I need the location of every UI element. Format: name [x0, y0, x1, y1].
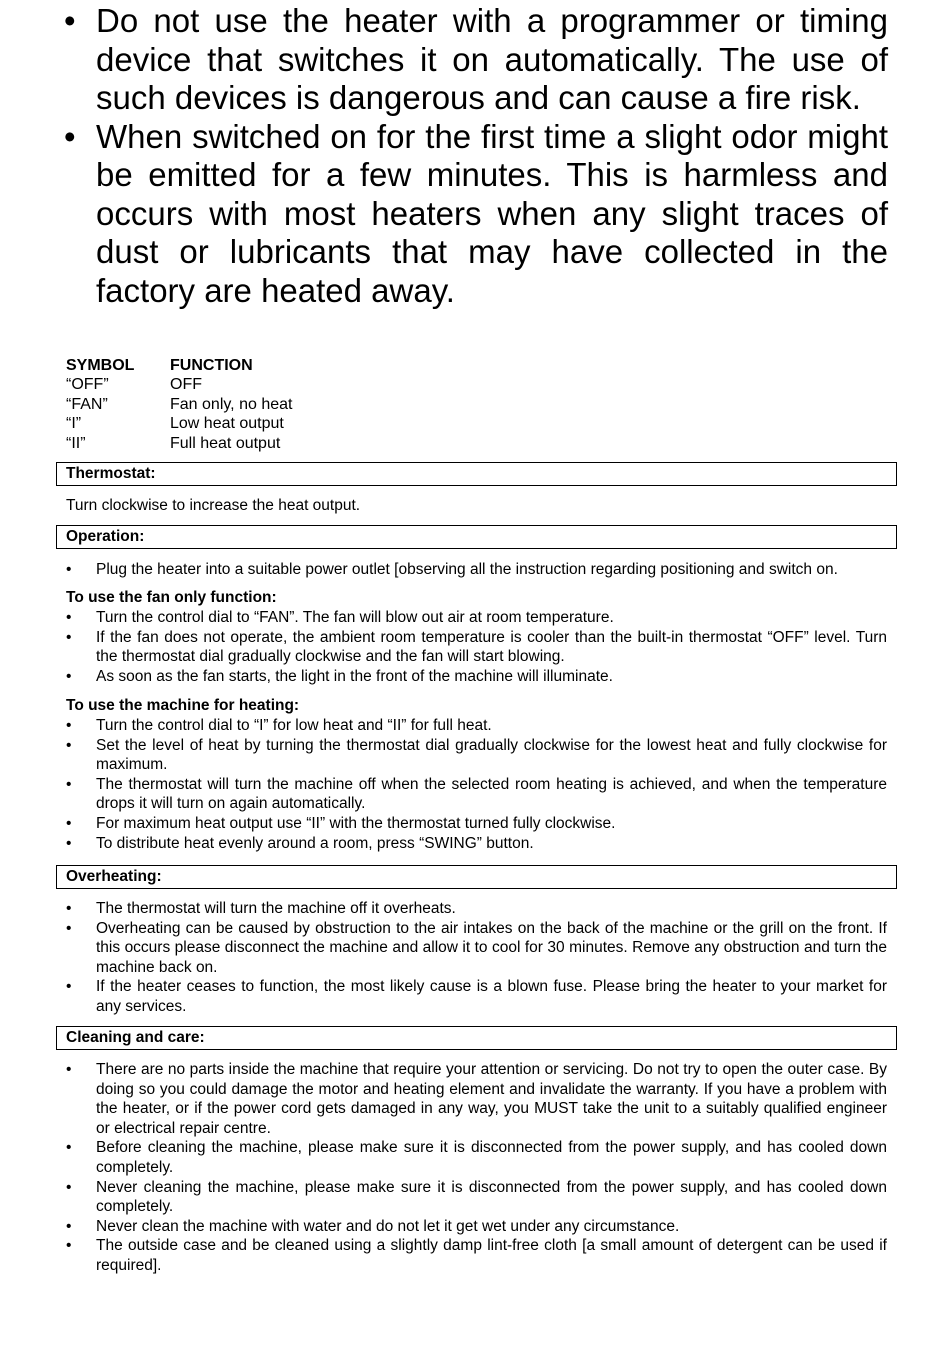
- function-cell: Fan only, no heat: [170, 395, 293, 413]
- bullet-icon: •: [64, 117, 76, 155]
- symbol-cell: “FAN”: [66, 395, 108, 413]
- function-cell: Full heat output: [170, 434, 281, 452]
- bullet-icon: •: [66, 775, 72, 793]
- bullet-icon: •: [66, 1237, 72, 1255]
- symbol-row: [66, 375, 292, 394]
- bullet-icon: •: [66, 717, 72, 734]
- symbol-table: [66, 356, 292, 453]
- bullet-icon: •: [66, 609, 72, 626]
- bullet-icon: •: [64, 2, 76, 39]
- heating-subheading: To use the machine for heating:: [66, 697, 300, 714]
- list-item: • Turn the control dial to “FAN”. The fan will blow out air at room temperature.: [66, 609, 614, 626]
- list-item: • Never clean the machine with water and do not let it get wet under any circumstance.: [66, 1217, 680, 1235]
- list-item: • To distribute heat evenly around a room, press “SWING” button.: [66, 834, 534, 852]
- bullet-icon: •: [66, 978, 72, 996]
- warning-text: When switched on for the first time a slight odor might be emitted for a few minutes. This is harmless and occurs with most heaters when any slight traces of dust or lubricants that may have collected in the factory are heated away.: [96, 117, 888, 309]
- bullet-icon: •: [66, 628, 72, 646]
- symbol-cell: “OFF”: [66, 376, 109, 394]
- bullet-icon: •: [66, 919, 72, 937]
- operation-heading: Operation:: [56, 525, 897, 549]
- cleaning-heading: Cleaning and care:: [56, 1026, 897, 1050]
- list-item: • If the heater ceases to function, the most likely cause is a blown fuse. Please bring the heater to your market for any services.: [66, 978, 887, 1015]
- symbol-table-header: [66, 356, 292, 375]
- list-item: • Never cleaning the machine, please make sure it is disconnected from the power supply, and has cooled down completely.: [66, 1178, 887, 1216]
- bullet-icon: •: [66, 900, 72, 917]
- warning-list: [58, 2, 888, 310]
- list-item: • The thermostat will turn the machine off it overheats.: [66, 900, 456, 917]
- bullet-icon: •: [66, 1178, 72, 1196]
- list-item: • For maximum heat output use “II” with the thermostat turned fully clockwise.: [66, 814, 616, 832]
- bullet-icon: •: [66, 667, 72, 685]
- bullet-icon: •: [66, 1139, 72, 1157]
- list-item: • If the fan does not operate, the ambient room temperature is cooler than the built-in thermostat “OFF” level. Turn the thermostat dial gradually clockwise and the fan will start blowing.: [66, 628, 887, 666]
- symbol-cell: “II”: [66, 434, 86, 452]
- list-item: • Plug the heater into a suitable power outlet [observing all the instruction regarding positioning and switch on.: [66, 561, 838, 578]
- warning-item: [58, 2, 888, 118]
- warning-item: [58, 118, 888, 311]
- list-item: • There are no parts inside the machine that require your attention or servicing. Do not try to open the outer case. By doing so you could damage the motor and heating element and invalidate the warranty. If you have a problem with the heater, or if the power cord gets damaged in any way, you MUST take the unit to a suitably qualified engineer or electrical repair centre.: [66, 1061, 887, 1137]
- list-item: • As soon as the fan starts, the light in the front of the machine will illuminate.: [66, 667, 613, 685]
- warning-text: Do not use the heater with a programmer or timing device that switches it on automatically. The use of such devices is dangerous and can cause a fire risk.: [96, 2, 888, 116]
- function-cell: OFF: [170, 376, 202, 394]
- list-item: • Overheating can be caused by obstruction to the air intakes on the back of the machine or the grill on the front. If this occurs please disconnect the machine and allow it to cool for 30 minutes. Remove any obstruction and turn the machine back on.: [66, 919, 887, 976]
- overheating-heading: Overheating:: [56, 865, 897, 889]
- symbol-row: [66, 434, 292, 453]
- thermostat-text: Turn clockwise to increase the heat output.: [66, 497, 361, 514]
- thermostat-heading: Thermostat:: [56, 462, 897, 486]
- bullet-icon: •: [66, 834, 72, 852]
- list-item: • The outside case and be cleaned using a slightly damp lint-free cloth [a small amount of detergent can be used if required].: [66, 1237, 887, 1274]
- function-header: FUNCTION: [170, 357, 253, 374]
- symbol-row: [66, 395, 292, 414]
- bullet-icon: •: [66, 1217, 72, 1235]
- symbol-header: SYMBOL: [66, 357, 135, 374]
- fan-list: [66, 608, 887, 686]
- symbol-row: [66, 414, 292, 433]
- function-cell: Low heat output: [170, 415, 284, 433]
- bullet-icon: •: [66, 814, 72, 832]
- cleaning-list: [66, 1060, 887, 1276]
- bullet-icon: •: [66, 561, 72, 578]
- operation-list: [66, 560, 887, 580]
- list-item: • Turn the control dial to “I” for low heat and “II” for full heat.: [66, 717, 492, 734]
- bullet-icon: •: [66, 736, 72, 754]
- list-item: • The thermostat will turn the machine off when the selected room heating is achieved, and when the temperature drops it will turn on again automatically.: [66, 775, 887, 813]
- heating-list: [66, 716, 887, 853]
- list-item: • Before cleaning the machine, please make sure it is disconnected from the power supply, and has cooled down completely.: [66, 1139, 887, 1176]
- list-item: • Set the level of heat by turning the thermostat dial gradually clockwise for the lowest heat and fully clockwise for maximum.: [66, 736, 887, 774]
- symbol-cell: “I”: [66, 415, 82, 433]
- fan-subheading: To use the fan only function:: [66, 589, 277, 606]
- bullet-icon: •: [66, 1061, 72, 1078]
- overheating-list: [66, 899, 887, 1017]
